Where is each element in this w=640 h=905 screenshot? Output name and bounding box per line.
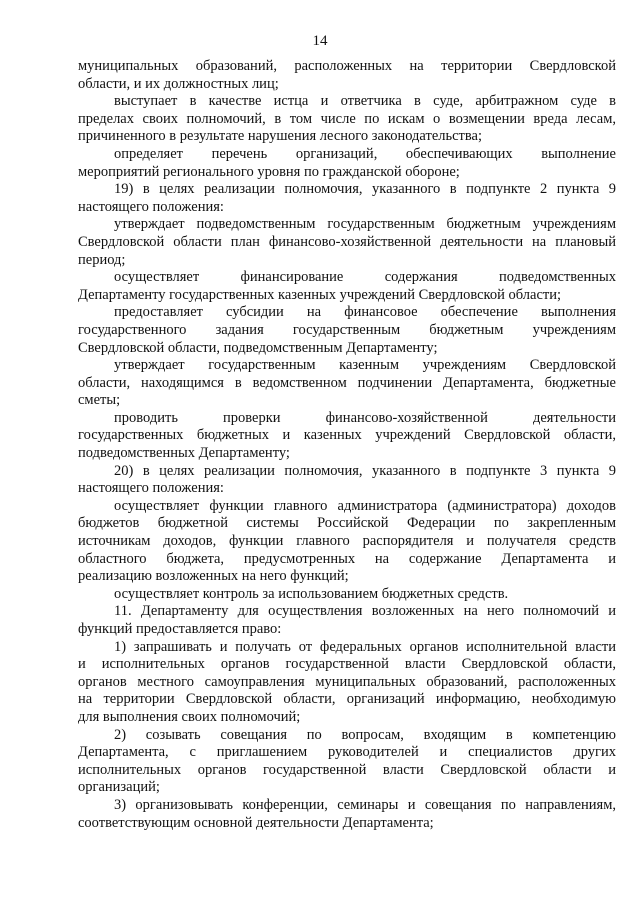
text-line: государственных бюджетных и казенных учреждений Свердловской области, [78, 427, 616, 444]
text-line: Свердловской области, подведомственным Департаменту; [78, 339, 438, 356]
text-line: для выполнения своих полномочий; [78, 708, 301, 725]
text-line: осуществляет контроль за использованием бюджетных средств. [114, 585, 509, 602]
text-line: 11. Департаменту для осуществления возложенных на него полномочий и [114, 603, 616, 620]
text-line: исполнительных органов государственной власти Свердловской области и [78, 761, 616, 778]
text-line: утверждает государственным казенным учреждениям Свердловской [114, 357, 616, 374]
text-line: муниципальных образований, расположенных на территории Свердловской [78, 58, 616, 74]
text-line: организаций; [78, 779, 160, 796]
text-line: Департаменту государственных казенных учреждений Свердловской области; [78, 286, 562, 303]
text-line: 19) в целях реализации полномочия, указанного в подпункте 2 пункта 9 [114, 181, 616, 198]
text-line: 20) в целях реализации полномочия, указанного в подпункте 3 пункта 9 [114, 462, 616, 479]
text-line: области, и их должностных лиц; [78, 75, 279, 92]
text-line: 1) запрашивать и получать от федеральных органов исполнительной власти [114, 638, 616, 655]
text-line: проводить проверки финансово-хозяйственной деятельности [114, 409, 616, 426]
page-number: 14 [312, 33, 328, 49]
text-line: соответствующим основной деятельности Департамента; [78, 814, 434, 831]
text-line: пределах своих полномочий, в том числе по искам о возмещении вреда лесам, [78, 110, 616, 127]
text-line: подведомственных Департаменту; [78, 445, 290, 462]
text-line: области, находящимся в ведомственном подчинении Департамента, бюджетные [78, 374, 616, 391]
text-line: утверждает подведомственным государственным бюджетным учреждениям [114, 216, 616, 233]
text-line: Свердловской области план финансово-хозяйственной деятельности на плановый [78, 233, 616, 250]
text-line: осуществляет финансирование содержания подведомственных [114, 269, 616, 286]
text-line: органов местного самоуправления муниципальных образований, расположенных [78, 673, 616, 690]
text-line: осуществляет функции главного администратора (администратора) доходов [114, 497, 616, 514]
text-line: выступает в качестве истца и ответчика в суде, арбитражном суде в [114, 93, 616, 110]
text-line: период; [78, 251, 126, 268]
text-line: бюджетов бюджетной системы Российской Федерации по закрепленным [78, 515, 616, 532]
text-line: областного бюджета, предусмотренных на содержание Департамента и [78, 550, 616, 567]
text-line: мероприятий регионального уровня по гражданской обороне; [78, 163, 460, 180]
text-line: Департамента, с приглашением руководителей и специалистов других [78, 744, 616, 761]
text-line: причиненного в результате нарушения лесного законодательства; [78, 128, 483, 145]
text-line: 3) организовывать конференции, семинары и совещания по направлениям, [114, 796, 616, 813]
text-line: и исполнительных органов государственной власти Свердловской области, [78, 656, 616, 673]
text-line: определяет перечень организаций, обеспечивающих выполнение [114, 145, 616, 162]
text-line: источникам доходов, функции главного распорядителя и получателя средств [78, 533, 616, 550]
text-line: 2) созывать совещания по вопросам, входящим в компетенцию [114, 726, 616, 743]
text-line: сметы; [78, 392, 121, 409]
text-line: реализацию возложенных на него функций; [78, 568, 349, 585]
text-line: настоящего положения: [78, 480, 224, 497]
text-line: предоставляет субсидии на финансовое обеспечение выполнения [114, 304, 616, 321]
text-line: настоящего положения: [78, 198, 224, 215]
text-line: на территории Свердловской области, организаций информацию, необходимую [78, 691, 616, 708]
text-line: функций предоставляется право: [78, 621, 282, 637]
document-body [78, 58, 616, 832]
text-line: государственного задания государственным бюджетным учреждениям [78, 321, 616, 338]
